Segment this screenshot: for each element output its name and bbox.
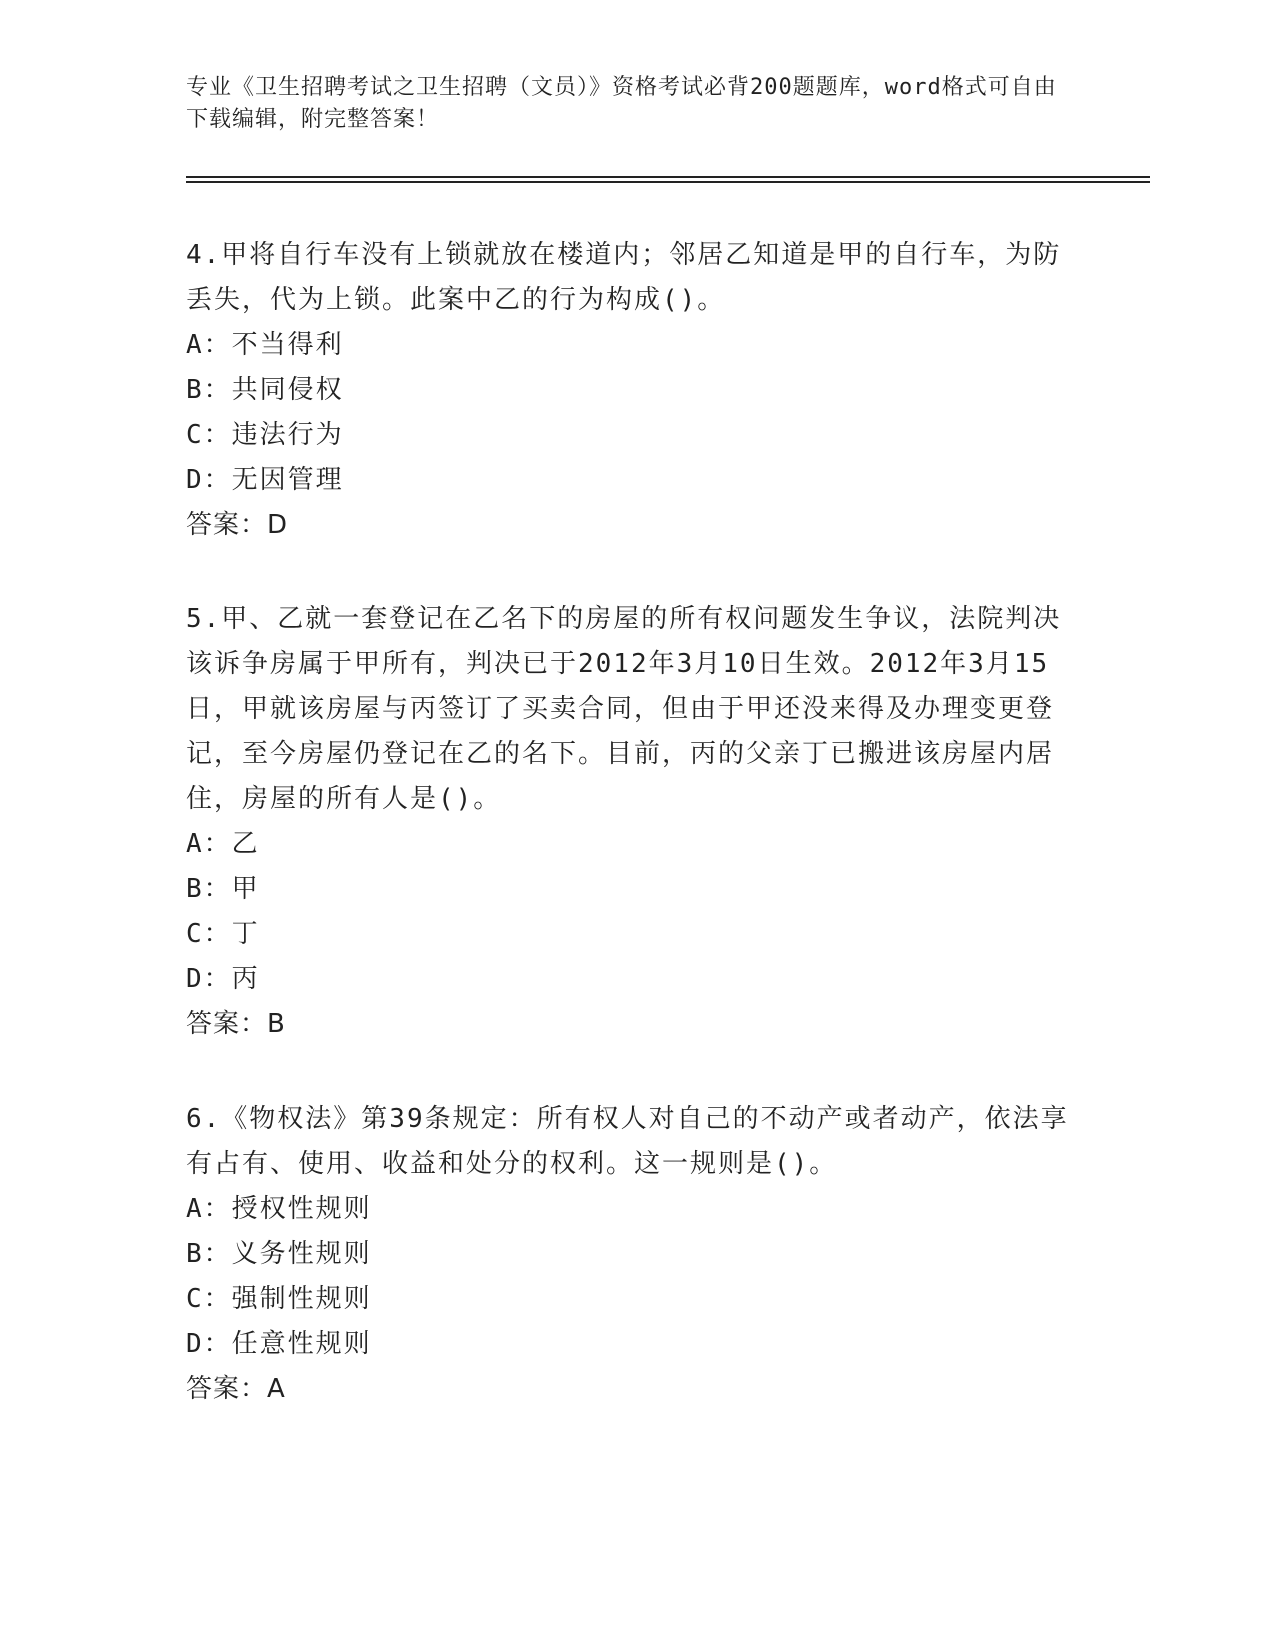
option-d: D：任意性规则: [186, 1329, 372, 1359]
option-b: B：甲: [186, 874, 260, 904]
option-d: D：丙: [186, 964, 260, 994]
option-b: B：共同侵权: [186, 375, 344, 405]
option-a: A：授权性规则: [186, 1194, 372, 1224]
option-a: A：乙: [186, 829, 260, 859]
question-text: 4.甲将自行车没有上锁就放在楼道内；邻居乙知道是甲的自行车，为防丢失，代为上锁。此案中乙的行为构成()。: [186, 240, 1062, 315]
header-divider-top: [186, 176, 1150, 178]
question-5: [186, 597, 1086, 1047]
answer: 答案：B: [186, 1009, 286, 1039]
question-text: 5.甲、乙就一套登记在乙名下的房屋的所有权问题发生争议，法院判决该诉争房属于甲所有，判决已于2012年3月10日生效。2012年3月15日，甲就该房屋与丙签订了买卖合同，但由于甲还没来得及办理变更登记，至今房屋仍登记在乙的名下。目前，丙的父亲丁已搬进该房屋内居住，房屋的所有人是()。: [186, 604, 1062, 814]
option-c: C：丁: [186, 919, 260, 949]
question-text: 6.《物权法》第39条规定：所有权人对自己的不动产或者动产，依法享有占有、使用、收益和处分的权利。这一规则是()。: [186, 1104, 1069, 1179]
answer: 答案：A: [186, 1374, 286, 1404]
answer: 答案：D: [186, 510, 289, 540]
document-header: 专业《卫生招聘考试之卫生招聘（文员）》资格考试必背200题题库，word格式可自由下载编辑，附完整答案！: [186, 75, 1057, 132]
option-c: C：强制性规则: [186, 1284, 372, 1314]
option-a: A：不当得利: [186, 330, 344, 360]
header-divider-bottom: [186, 181, 1150, 183]
question-4: [186, 233, 1086, 548]
option-c: C：违法行为: [186, 420, 344, 450]
question-6: [186, 1097, 1086, 1412]
option-d: D：无因管理: [186, 465, 344, 495]
option-b: B：义务性规则: [186, 1239, 372, 1269]
